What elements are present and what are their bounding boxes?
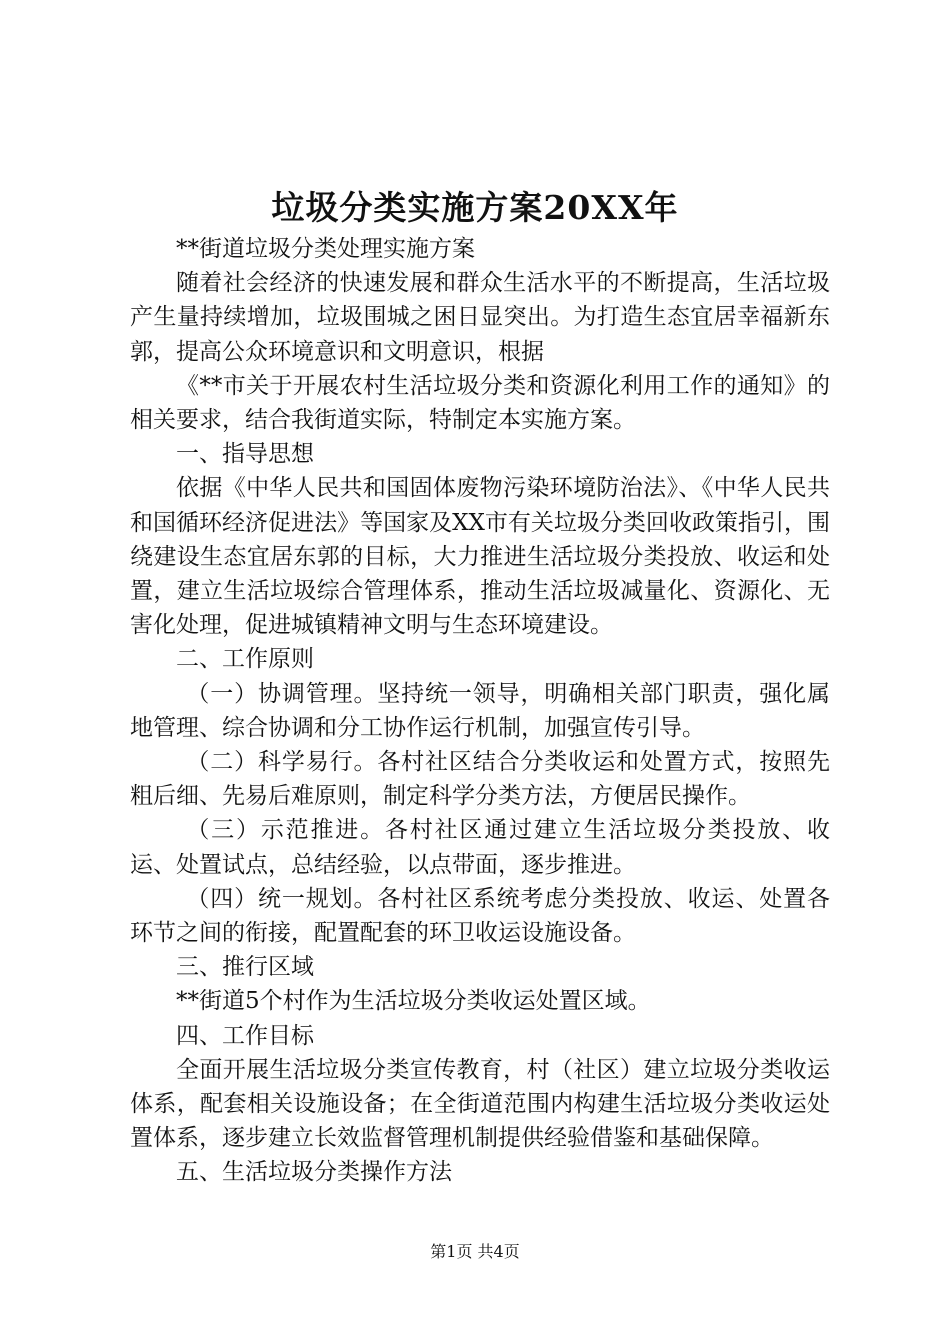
paragraph-implementation-area: **街道5个村作为生活垃圾分类收运处置区域。 <box>176 988 651 1015</box>
page-footer <box>0 1240 950 1264</box>
heading-sorting-methods: 五、生活垃圾分类操作方法 <box>176 1159 452 1186</box>
paragraph-subtitle: **街道垃圾分类处理实施方案 <box>176 236 475 262</box>
heading-work-goals: 四、工作目标 <box>176 1022 314 1049</box>
paragraph-guiding-ideology: 依据《中华人民共和国固体废物污染环境防治法》、《中华人民共和国循环经济促进法》等国家及XX市有关垃圾分类回收政策指引，围绕建设生态宜居东郭的目标，大力推进生活垃圾分类投放、收运和处置，建立生活垃圾综合管理体系，推动生活垃圾减量化、资源化、无害化处理，促进城镇精神文明与生态环境建设。 <box>130 475 830 639</box>
heading-guiding-ideology: 一、指导思想 <box>176 441 314 468</box>
heading-implementation-area: 三、推行区域 <box>176 954 314 981</box>
paragraph-principle-4: （四）统一规划。各村社区系统考虑分类投放、收运、处置各环节之间的衔接，配置配套的环卫收运设施设备。 <box>130 885 830 947</box>
paragraph-principle-1: （一）协调管理。坚持统一领导，明确相关部门职责，强化属地管理、综合协调和分工协作运行机制，加强宣传引导。 <box>130 680 830 741</box>
paragraph-principle-3: （三）示范推进。各村社区通过建立生活垃圾分类投放、收运、处置试点，总结经验，以点带面，逐步推进。 <box>130 817 830 878</box>
page-number-label: 第1页 共4页 <box>430 1242 520 1261</box>
heading-work-principles: 二、工作原则 <box>176 646 314 673</box>
paragraph-work-goals: 全面开展生活垃圾分类宣传教育，村（社区）建立垃圾分类收运体系，配套相关设施设备；在全街道范围内构建生活垃圾分类收运处置体系，逐步建立长效监督管理机制提供经验借鉴和基础保障。 <box>130 1056 830 1152</box>
paragraph-intro: 随着社会经济的快速发展和群众生活水平的不断提高，生活垃圾产生量持续增加，垃圾围城之困日显突出。为打造生态宜居幸福新东郭，提高公众环境意识和文明意识，根据 <box>130 270 830 365</box>
document-body <box>130 232 830 1190</box>
paragraph-principle-2: （二）科学易行。各村社区结合分类收运和处置方式，按照先粗后细、先易后难原则，制定科学分类方法，方便居民操作。 <box>130 749 830 810</box>
document-title: 垃圾分类实施方案20XX年 <box>271 188 679 227</box>
paragraph-intro-cont: 《**市关于开展农村生活垃圾分类和资源化利用工作的通知》的相关要求，结合我街道实际，特制定本实施方案。 <box>130 372 830 434</box>
